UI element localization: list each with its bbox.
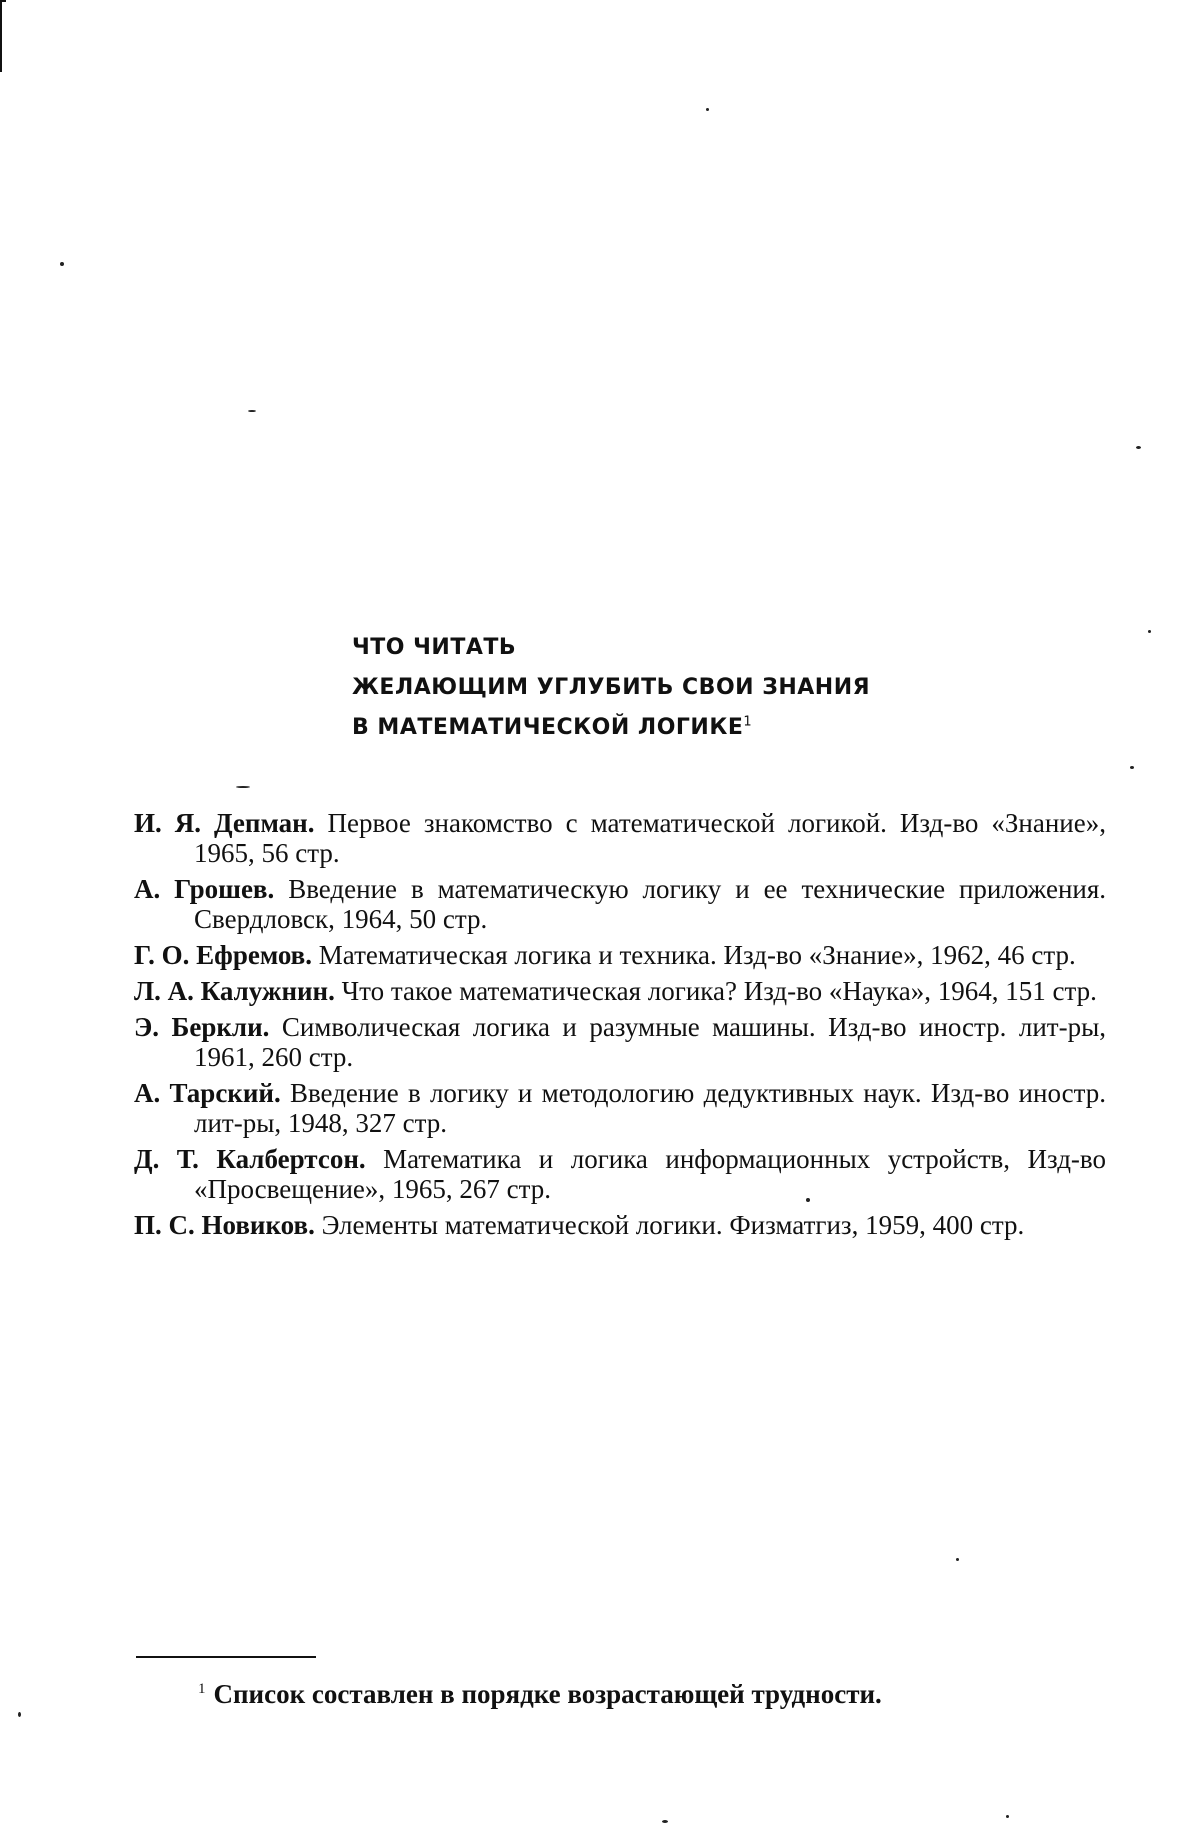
entry-author: А. Грошев. <box>134 874 275 904</box>
entry-title: Математика и логика информационных устройств, Изд-во «Просвещение», 1965, 267 стр. <box>194 1144 1106 1204</box>
entry-author: Л. А. Калужнин. <box>134 976 335 1006</box>
scan-edge-mark <box>0 0 6 72</box>
footnote-marker: 1 <box>198 1681 206 1697</box>
entry-title: Что такое математическая логика? Изд-во «Наука», 1964, 151 стр. <box>341 976 1097 1006</box>
bibliography-entry <box>134 976 1106 1006</box>
heading-line-2: ЖЕЛАЮЩИМ УГЛУБИТЬ СВОИ ЗНАНИЯ <box>352 675 871 700</box>
entry-title: Символическая логика и разумные машины. Изд-во иностр. лит-ры, 1961, 260 стр. <box>194 1012 1106 1072</box>
bibliography-entry <box>134 1144 1106 1204</box>
scan-speck <box>806 1198 810 1202</box>
footnote-rule <box>136 1656 316 1658</box>
scan-speck <box>1006 1815 1009 1818</box>
bibliography-entry <box>134 1210 1106 1240</box>
heading-line-1: ЧТО ЧИТАТЬ <box>352 635 517 660</box>
bibliography-entry <box>134 808 1106 868</box>
heading-footnote-marker: 1 <box>743 714 753 730</box>
scan-speck <box>1130 766 1134 769</box>
scan-speck <box>248 410 256 412</box>
bibliography-entry <box>134 1012 1106 1072</box>
scan-speck <box>706 108 709 111</box>
heading-line-3 <box>352 708 992 748</box>
entry-title: Введение в математическую логику и ее технические приложения. Свердловск, 1964, 50 стр. <box>194 874 1107 934</box>
heading-line-3-text: В МАТЕМАТИЧЕСКОЙ ЛОГИКЕ <box>352 715 744 740</box>
section-heading <box>352 628 992 748</box>
entry-author: Г. О. Ефремов. <box>134 940 313 970</box>
scan-speck <box>236 786 250 788</box>
entry-author: И. Я. Депман. <box>134 808 315 838</box>
footnote <box>198 1678 1098 1710</box>
scan-speck <box>662 1820 668 1823</box>
entry-author: Д. Т. Калбертсон. <box>134 1144 366 1174</box>
scan-speck <box>1136 446 1141 449</box>
scan-speck <box>60 262 64 266</box>
entry-author: А. Тарский. <box>134 1078 281 1108</box>
entry-title: Элементы математической логики. Физматгиз, 1959, 400 стр. <box>321 1210 1025 1240</box>
scan-speck <box>18 1712 21 1717</box>
scan-speck <box>1148 630 1151 633</box>
bibliography-list <box>134 808 1106 1246</box>
bibliography-entry <box>134 1078 1106 1138</box>
entry-title: Математическая логика и техника. Изд-во «Знание», 1962, 46 стр. <box>318 940 1076 970</box>
entry-author: Э. Беркли. <box>134 1012 270 1042</box>
footnote-text: Список составлен в порядке возрастающей трудности. <box>213 1679 882 1709</box>
entry-author: П. С. Новиков. <box>134 1210 315 1240</box>
entry-title: Первое знакомство с математической логикой. Изд-во «Знание», 1965, 56 стр. <box>194 808 1106 868</box>
entry-title: Введение в логику и методологию дедуктивных наук. Изд-во иностр. лит-ры, 1948, 327 стр. <box>194 1078 1106 1138</box>
bibliography-entry <box>134 874 1106 934</box>
scan-speck <box>956 1558 959 1561</box>
bibliography-entry <box>134 940 1106 970</box>
